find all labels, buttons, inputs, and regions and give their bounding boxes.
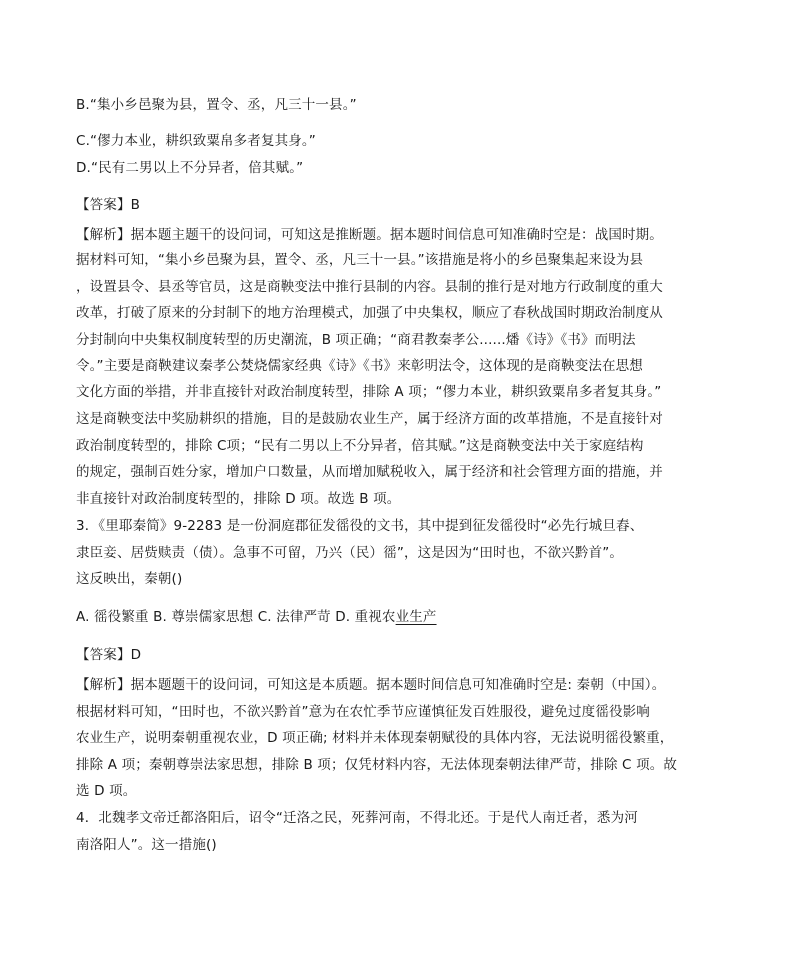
q3-stem-line: 3．《里耶秦简》9-2283 是一份洞庭郡征发徭役的文书，其中提到征发徭役时“必先行城旦舂、 xyxy=(76,518,644,534)
q2-analysis-line: 【解析】据本题主题干的设问词，可知这是推断题。据本题时间信息可知准确时空是：战国时期。 xyxy=(76,227,663,243)
q4-stem-line: 4．北魏孝文帝迁都洛阳后，诏令“迁洛之民，死葬河南，不得北还。于是代人南迁者，悉为河 xyxy=(76,810,638,826)
q2-analysis-line: 非直接针对政治制度转型的，排除 D 项。故选 B 项。 xyxy=(76,491,401,507)
q3-analysis-line: 【解析】据本题题干的设问词，可知这是本质题。据本题时间信息可知准确时空是: 秦朝（中国）。 xyxy=(76,677,666,693)
q2-option-b: B.“集小乡邑聚为县，置令、丞，凡三十一县。” xyxy=(76,97,357,113)
q2-analysis-line: 的规定，强制百姓分家，增加户口数量，从而增加赋税收入，属于经济和社会管理方面的措施，并 xyxy=(76,464,663,480)
q3-options-text: A. 徭役繁重 B. 尊崇儒家思想 C. 法律严苛 D. 重视农 xyxy=(76,609,396,625)
q3-answer: 【答案】D xyxy=(76,647,142,663)
q2-option-d: D.“民有二男以上不分异者，倍其赋。” xyxy=(76,160,304,176)
q2-analysis-line: 据材料可知，“集小乡邑聚为县，置令、丞，凡三十一县。”该措施是将小的乡邑聚集起来设为县 xyxy=(76,252,644,268)
q3-options-underlined: 业生产 xyxy=(395,609,437,625)
q2-option-c: C.“僇力本业，耕织致粟帛多者复其身。” xyxy=(76,133,316,149)
q3-analysis-line: 选 D 项。 xyxy=(76,783,137,799)
q2-analysis-line: 改革，打破了原来的分封制下的地方治理模式，加强了中央集权，顺应了春秋战国时期政治制度从 xyxy=(76,305,663,321)
q4-stem-line: 南洛阳人”。这一措施() xyxy=(76,837,217,853)
q2-analysis-line: 文化方面的举措，并非直接针对政治制度转型，排除 A 项；“僇力本业，耕织致粟帛多者复其身。” xyxy=(76,384,662,400)
q3-analysis-line: 农业生产，说明秦朝重视农业，D 项正确; 材料并未体现秦朝赋役的具体内容，无法说明徭役繁重， xyxy=(76,730,674,746)
q3-analysis-line: 排除 A 项；秦朝尊崇法家思想，排除 B 项；仅凭材料内容，无法体现秦朝法律严苛，排除 C 项。故 xyxy=(76,757,678,773)
q2-analysis-line: ，设置县令、县丞等官员，这是商鞅变法中推行县制的内容。县制的推行是对地方行政制度的重大 xyxy=(76,279,663,295)
q2-analysis-line: 这是商鞅变法中奖励耕织的措施，目的是鼓励农业生产，属于经济方面的改革措施，不是直接针对 xyxy=(76,411,663,427)
q3-analysis-line: 根据材料可知，“田时也，不欲兴黔首”意为在农忙季节应谨慎征发百姓服役，避免过度徭役影响 xyxy=(76,704,650,720)
q3-stem-line: 这反映出，秦朝() xyxy=(76,571,183,587)
q2-analysis-line: 政治制度转型的，排除 C项；“民有二男以上不分异者，倍其赋。”这是商鞅变法中关于家庭结构 xyxy=(76,438,644,454)
q2-analysis-line: 分封制向中央集权制度转型的历史潮流，B 项正确；“商君教秦孝公......燔《诗》《书》而明法 xyxy=(76,332,636,348)
q3-stem-line: 隶臣妾、居赀赎责（债）。急事不可留，乃兴（民）徭”，这是因为“田时也，不欲兴黔首”。 xyxy=(76,545,624,561)
q2-answer: 【答案】B xyxy=(76,197,141,213)
q2-analysis-line: 令。”主要是商鞅建议秦孝公焚烧儒家经典《诗》《书》来彰明法令，这体现的是商鞅变法在思想 xyxy=(76,358,643,374)
q3-options xyxy=(76,607,437,627)
